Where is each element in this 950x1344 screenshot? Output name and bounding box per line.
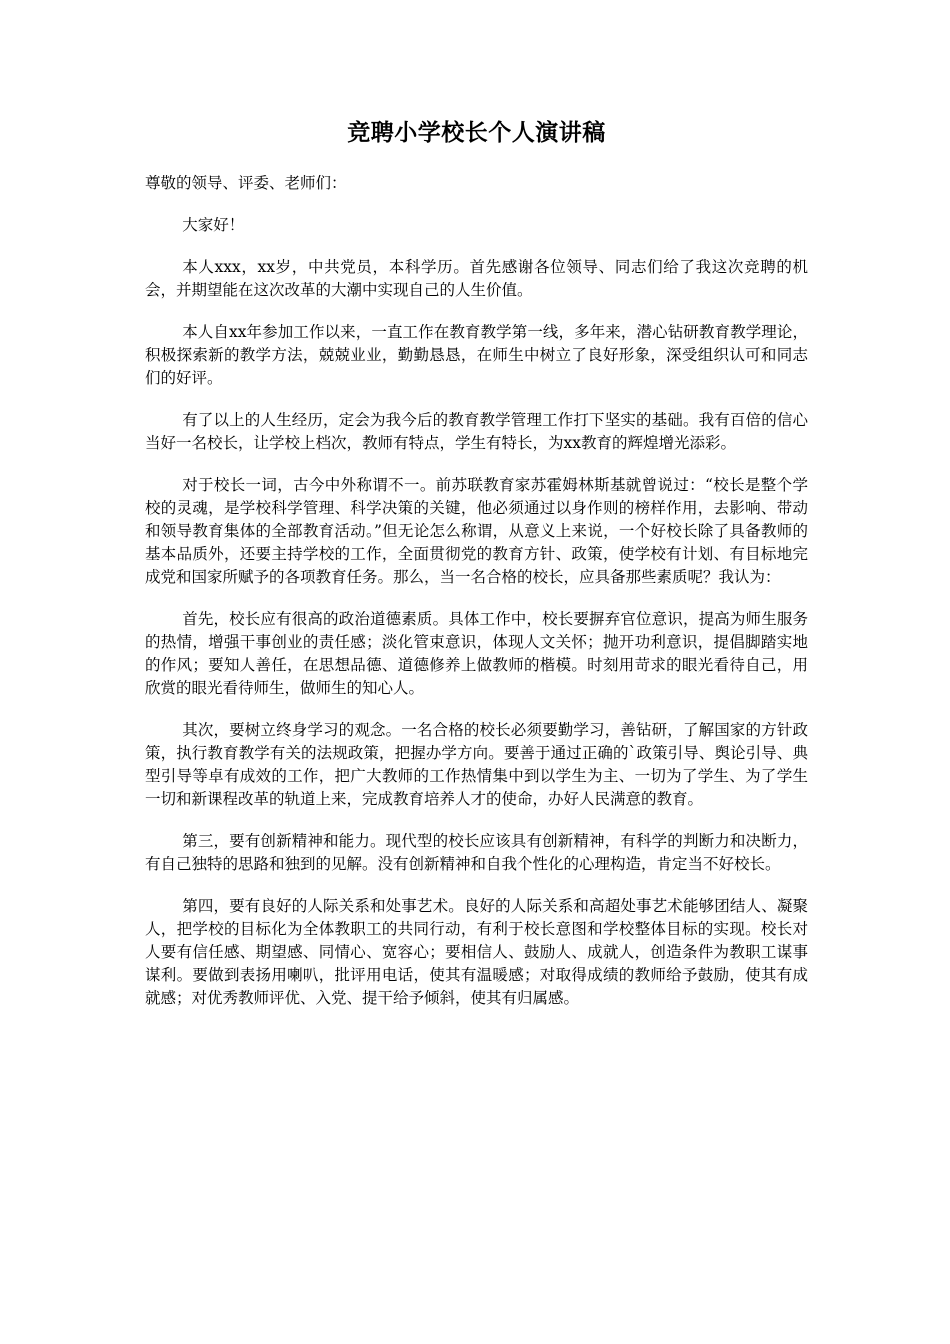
paragraph-fourth-point: 第四，要有良好的人际关系和处事艺术。良好的人际关系和高超处事艺术能够团结人、凝聚人，把学校的目标化为全体教职工的共同行动，有利于校长意图和学校整体目标的实现。校长对人要有信任感、期望感、同情心、宽容心；要相信人、鼓励人、成就人，创造条件为教职工谋事谋利。要做到表扬用喇叭，批评用电话，使其有温暖感；对取得成绩的教师给予鼓励，使其有成就感；对优秀教师评优、入党、提干给予倾斜，使其有归属感。	[145, 897, 808, 1007]
salutation: 尊敬的领导、评委、老师们：	[145, 174, 347, 192]
paragraph-principal-role: 对于校长一词，古今中外称谓不一。前苏联教育家苏霍姆林斯基就曾说过：“校长是整个学校的灵魂，是学校科学管理、科学决策的关键，他必须通过以身作则的榜样作用，去影响、带动和领导教育集体的全部教育活动。”但无论怎么称谓，从意义上来说，一个好校长除了具备教师的基本品质外，还要主持学校的工作，全面贯彻党的教育方针、政策，使学校有计划、有目标地完成党和国家所赋予的各项教育任务。那么，当一名合格的校长，应具备那些素质呢？我认为：	[145, 476, 808, 586]
paragraph-confidence: 有了以上的人生经历，定会为我今后的教育教学管理工作打下坚实的基础。我有百倍的信心当好一名校长，让学校上档次，教师有特点，学生有特长，为xx教育的辉煌增光添彩。	[145, 411, 808, 452]
paragraph-intro: 本人xxx，xx岁，中共党员，本科学历。首先感谢各位领导、同志们给了我这次竞聘的机会，并期望能在这次改革的大潮中实现自己的人生价值。	[145, 258, 808, 299]
paragraph-experience: 本人自xx年参加工作以来，一直工作在教育教学第一线，多年来，潜心钻研教育教学理论，积极探索新的教学方法，兢兢业业，勤勤恳恳，在师生中树立了良好形象，深受组织认可和同志们的好评。	[145, 323, 808, 387]
document-title: 竞聘小学校长个人演讲稿	[347, 119, 606, 146]
paragraph-second-point: 其次，要树立终身学习的观念。一名合格的校长必须要勤学习，善钻研，了解国家的方针政策，执行教育教学有关的法规政策，把握办学方向。要善于通过正确的`政策引导、舆论引导、典型引导等卓有成效的工作，把广大教师的工作热情集中到以学生为主、一切为了学生、为了学生一切和新课程改革的轨道上来，完成教育培养人才的使命，办好人民满意的教育。	[145, 721, 808, 808]
paragraph-third-point: 第三，要有创新精神和能力。现代型的校长应该具有创新精神，有科学的判断力和决断力，有自己独特的思路和独到的见解。没有创新精神和自我个性化的心理构造，肯定当不好校长。	[145, 832, 808, 873]
paragraph-greeting: 大家好！	[182, 216, 245, 234]
document-page	[145, 116, 808, 1029]
paragraph-first-point: 首先，校长应有很高的政治道德素质。具体工作中，校长要摒弃官位意识，提高为师生服务的热情，增强干事创业的责任感；淡化管束意识，体现人文关怀；抛开功利意识，提倡脚踏实地的作风；要知人善任，在思想品德、道德修养上做教师的楷模。时刻用苛求的眼光看待自己，用欣赏的眼光看待师生，做师生的知心人。	[145, 610, 808, 697]
